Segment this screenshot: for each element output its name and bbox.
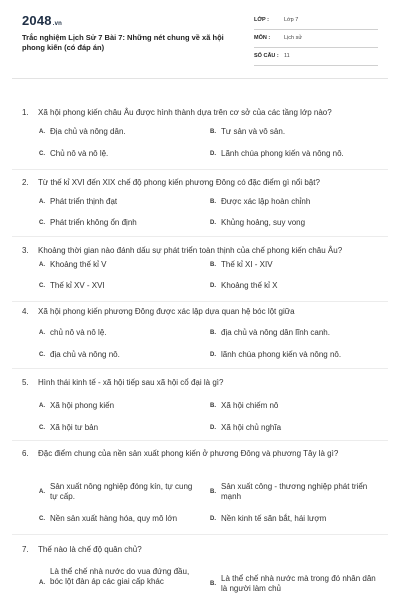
meta-value: 11 [284, 53, 290, 59]
option-letter: D. [210, 352, 216, 358]
meta-subject [254, 30, 378, 48]
option-letter: A. [39, 580, 45, 586]
meta-label: SỐ CÂU : [254, 53, 279, 59]
question-divider [12, 368, 388, 369]
question-text: Từ thế kỉ XVI đến XIX chế độ phong kiến phương Đông có đặc điểm gì nổi bật? [38, 178, 320, 187]
option-text: địa chủ và nông nô. [50, 350, 120, 359]
meta-grade [254, 12, 378, 30]
logo-suffix: .vn [52, 21, 63, 27]
option-letter: D. [210, 283, 216, 289]
option-text: lãnh chúa phong kiến và nông nô. [221, 350, 342, 359]
option-letter: A. [39, 330, 45, 336]
option-letter: A. [39, 489, 45, 495]
question-number: 5. [22, 378, 29, 387]
option-letter: B. [210, 403, 216, 409]
option-text: Chủ nô và nô lệ. [50, 149, 109, 158]
option-text: Thế kỉ XI - XIV [221, 260, 273, 269]
meta-question-count [254, 48, 378, 66]
option-letter: D. [210, 220, 216, 226]
option-text: Nền sản xuất hàng hóa, quy mô lớn [50, 514, 178, 523]
option-letter: A. [39, 403, 45, 409]
option-text: Lãnh chúa phong kiến và nông nô. [221, 149, 344, 158]
question-divider [12, 301, 388, 302]
option-letter: C. [39, 425, 45, 431]
question-divider [12, 169, 388, 170]
option-text: Phát triển thịnh đạt [50, 197, 118, 206]
option-letter: B. [210, 581, 216, 587]
option-letter: B. [210, 330, 216, 336]
option-letter: A. [39, 262, 45, 268]
option-letter: C. [39, 516, 45, 522]
question-divider [12, 440, 388, 441]
question-number: 4. [22, 307, 29, 316]
document-header [0, 0, 400, 70]
option-text: Khoảng thế kỉ X [221, 281, 278, 290]
question-number: 1. [22, 108, 29, 117]
option-text: Là thể chế nhà nước do vua đứng đầu, bóc lột đàn áp các giai cấp khác [50, 567, 190, 586]
option-text: Được xác lập hoàn chỉnh [221, 197, 311, 206]
option-letter: A. [39, 199, 45, 205]
question-number: 7. [22, 545, 29, 554]
option-text: địa chủ và nông dân lĩnh canh. [221, 328, 330, 337]
option-letter: A. [39, 129, 45, 135]
option-letter: D. [210, 425, 216, 431]
meta-value: Lớp 7 [284, 17, 299, 23]
option-letter: D. [210, 151, 216, 157]
meta-label: MÔN : [254, 35, 271, 41]
quiz-meta [254, 12, 378, 66]
option-text: Sản xuất nông nghiệp đóng kín, tự cung tự cấp. [50, 482, 193, 501]
site-logo[interactable] [22, 13, 62, 28]
option-letter: B. [210, 199, 216, 205]
question-divider [12, 534, 388, 535]
option-text: Xã hội chủ nghĩa [221, 423, 282, 432]
question-number: 2. [22, 178, 29, 187]
option-text: Địa chủ và nông dân. [50, 127, 126, 136]
question-text: Đặc điểm chung của nền sản xuất phong kiến ở phương Đông và phương Tây là gì? [38, 449, 339, 458]
meta-value: Lịch sử [284, 35, 303, 41]
option-text: Phát triển không ổn định [50, 218, 137, 227]
question-text: Hình thái kinh tế - xã hội tiếp sau xã hội cổ đại là gì? [38, 378, 224, 387]
page-title: Trắc nghiệm Lịch Sử 7 Bài 7: Những nét chung về xã hội phong kiến (có đáp án) [22, 33, 224, 52]
logo-text: 2048 [22, 13, 52, 28]
option-letter: B. [210, 262, 216, 268]
question-number: 3. [22, 246, 29, 255]
option-letter: C. [39, 352, 45, 358]
question-text: Khoảng thời gian nào đánh dấu sự phát triển toàn thịnh của chế phong kiến châu Âu? [38, 246, 343, 255]
option-text: Là thể chế nhà nước mà trong đó nhân dân là người làm chủ [221, 574, 376, 593]
option-letter: C. [39, 220, 45, 226]
option-text: Xã hội chiếm nô [221, 401, 279, 410]
option-letter: B. [210, 489, 216, 495]
question-divider [12, 236, 388, 237]
option-letter: D. [210, 516, 216, 522]
option-text: Nền kinh tế săn bắt, hái lượm [221, 514, 327, 523]
option-text: Khoảng thế kỉ V [50, 260, 107, 269]
option-letter: C. [39, 151, 45, 157]
option-text: Sản xuất công - thương nghiệp phát triển mạnh [221, 482, 368, 501]
option-letter: B. [210, 129, 216, 135]
option-text: Tư sản và vô sản. [221, 127, 286, 136]
question-number: 6. [22, 449, 29, 458]
question-text: Xã hội phong kiến phương Đông được xác lập dựa quan hệ bóc lột giữa [38, 307, 295, 316]
option-text: chủ nô và nô lệ. [50, 328, 107, 337]
header-divider [12, 78, 388, 79]
option-text: Xã hội phong kiến [50, 401, 115, 410]
option-text: Khủng hoảng, suy vong [221, 218, 306, 227]
question-text: Xã hội phong kiến châu Âu được hình thành dựa trên cơ sở của các tầng lớp nào? [38, 108, 332, 117]
option-letter: C. [39, 283, 45, 289]
question-text: Thế nào là chế độ quân chủ? [38, 545, 142, 554]
meta-label: LỚP : [254, 17, 269, 23]
option-text: Thế kỉ XV - XVI [50, 281, 105, 290]
option-text: Xã hội tư bản [50, 423, 99, 432]
